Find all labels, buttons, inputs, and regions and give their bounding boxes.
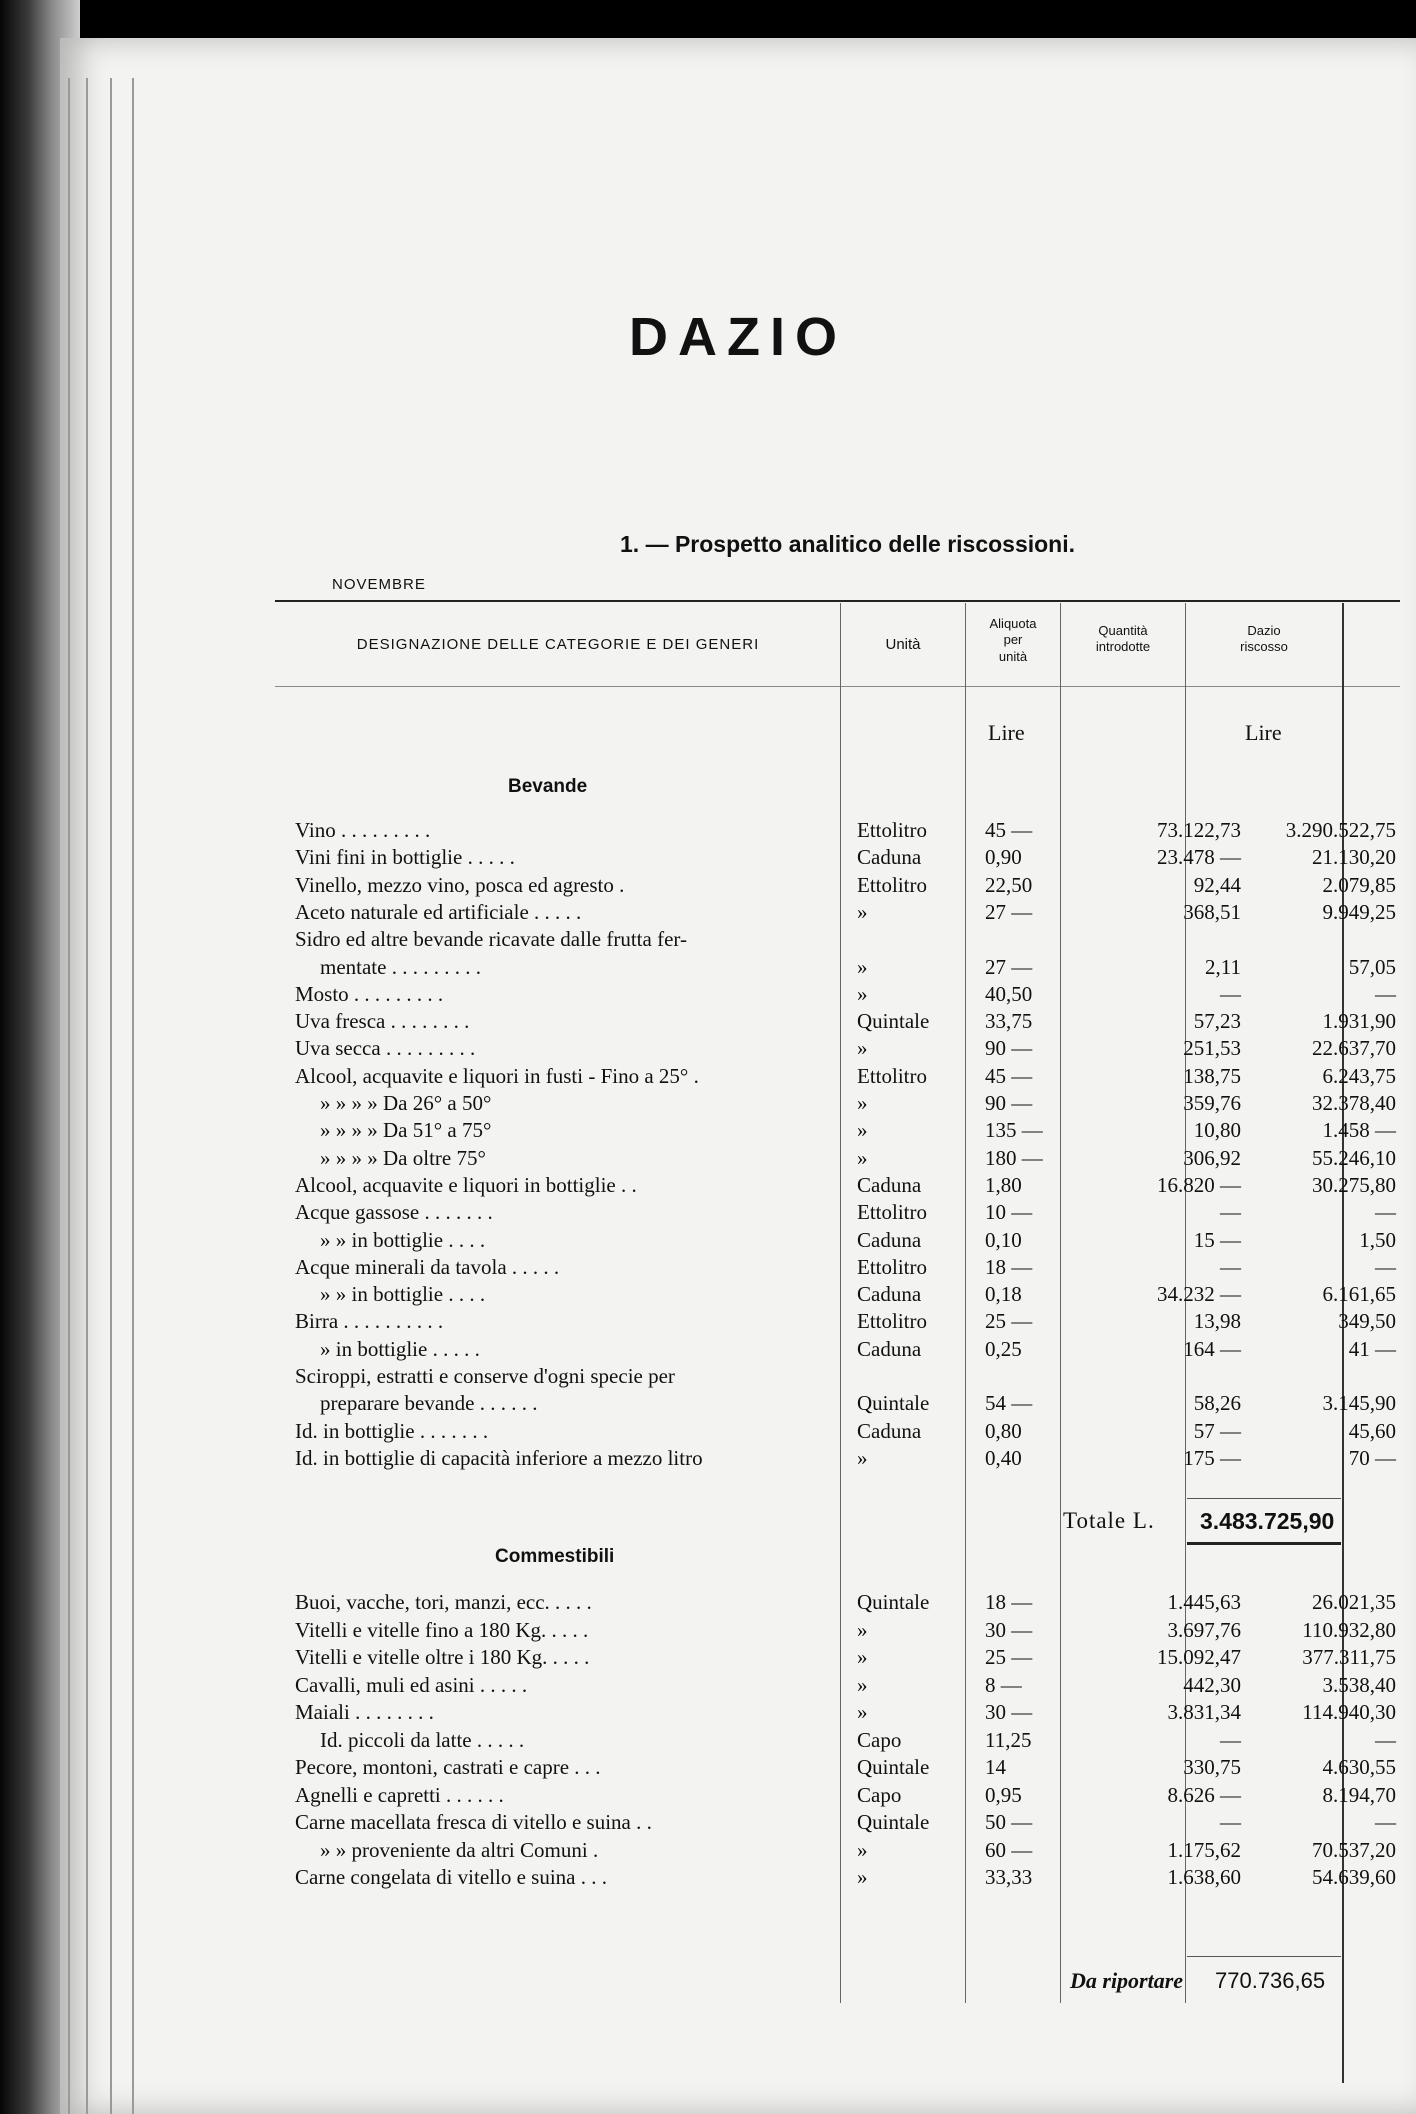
row-label: Alcool, acquavite e liquori in bottiglie . . <box>295 1172 637 1197</box>
header-category: DESIGNAZIONE DELLE CATEGORIE E DEI GENERI <box>356 636 760 653</box>
row-unit: Quintale <box>857 1590 930 1614</box>
row-label: Sidro ed altre bevande ricavate dalle frutta fer- <box>295 927 687 952</box>
row-label: preparare bevande . . . . . . <box>320 1391 538 1416</box>
row-dazio: — <box>1375 1810 1396 1834</box>
row-rate: 50 — <box>985 1810 1033 1834</box>
row-rate: 0,95 <box>985 1782 1022 1807</box>
row-quantity: 15.092,47 <box>1157 1645 1241 1669</box>
row-unit: Quintale <box>857 1391 930 1416</box>
row-quantity: — <box>1220 1200 1241 1225</box>
row-rate: 54 — <box>985 1391 1033 1416</box>
row-dazio: 70.537,20 <box>1312 1837 1396 1862</box>
row-dazio: 2.079,85 <box>1322 872 1396 897</box>
table-row <box>60 982 1416 1010</box>
row-unit: Quintale <box>857 1755 930 1779</box>
row-label: Id. in bottiglie di capacità inferiore a mezzo litro <box>295 1445 703 1470</box>
row-label: Acque minerali da tavola . . . . . <box>295 1254 560 1279</box>
row-dazio: 57,05 <box>1348 954 1396 979</box>
row-quantity: 1.445,63 <box>1167 1590 1241 1614</box>
row-quantity: 306,92 <box>1183 1145 1241 1170</box>
row-dazio: 3.145,90 <box>1322 1391 1396 1416</box>
row-quantity: 175 — <box>1183 1445 1241 1470</box>
row-rate: 22,50 <box>985 872 1033 897</box>
row-dazio: — <box>1375 981 1396 1006</box>
row-label: Vitelli e vitelle fino a 180 Kg. . . . . <box>295 1617 589 1642</box>
row-rate: 14 <box>985 1755 1006 1779</box>
carry-forward-value: 770.736,65 <box>1215 1968 1326 1993</box>
row-dazio: — <box>1375 1727 1396 1752</box>
row-rate: 90 — <box>985 1036 1033 1061</box>
row-quantity: 3.697,76 <box>1167 1617 1241 1642</box>
row-label: Sciroppi, estratti e conserve d'ogni specie per <box>295 1364 675 1388</box>
row-quantity: 368,51 <box>1183 899 1241 924</box>
row-unit: Quintale <box>857 1009 930 1034</box>
section-title-commestibili: Commestibili <box>495 1546 615 1567</box>
row-unit: » <box>857 899 868 924</box>
table-row <box>60 873 1416 901</box>
row-rate: 40,50 <box>985 981 1033 1006</box>
row-quantity: 73.122,73 <box>1157 818 1241 842</box>
table-row <box>60 900 1416 928</box>
header-quantity <box>1061 623 1185 656</box>
row-unit: » <box>857 1645 868 1669</box>
table-row <box>60 1282 1416 1310</box>
table-row <box>60 1337 1416 1365</box>
row-unit: Ettolitro <box>857 1200 927 1225</box>
row-rate: 0,25 <box>985 1336 1022 1361</box>
row-quantity: — <box>1220 1727 1241 1752</box>
row-quantity: 34.232 — <box>1157 1282 1241 1307</box>
row-label: Aceto naturale ed artificiale . . . . . <box>295 899 582 924</box>
table-top-rule <box>275 600 1400 602</box>
row-unit: Caduna <box>857 1282 922 1307</box>
row-rate: 135 — <box>985 1118 1043 1143</box>
table-row <box>60 1728 1416 1756</box>
row-unit: » <box>857 1865 868 1889</box>
row-dazio: 1,50 <box>1359 1227 1396 1252</box>
row-quantity: 58,26 <box>1193 1391 1241 1416</box>
document-page <box>60 38 1416 2114</box>
table-row <box>60 1419 1416 1447</box>
row-dazio: — <box>1375 1254 1396 1279</box>
row-label: Id. piccoli da latte . . . . . <box>320 1727 525 1752</box>
table-row <box>60 1865 1416 1893</box>
row-quantity: 23.478 — <box>1157 845 1241 870</box>
row-unit: » <box>857 981 868 1006</box>
row-label: Birra . . . . . . . . . . <box>295 1309 444 1334</box>
row-quantity: 442,30 <box>1183 1672 1241 1697</box>
row-rate: 27 — <box>985 954 1033 979</box>
row-label: » » » » Da 51° a 75° <box>320 1118 492 1143</box>
table-row <box>60 1391 1416 1419</box>
header-dazio <box>1186 623 1342 656</box>
row-label: mentate . . . . . . . . . <box>320 954 481 979</box>
row-quantity: 1.175,62 <box>1167 1837 1241 1862</box>
row-quantity: 10,80 <box>1193 1118 1241 1143</box>
table-row <box>60 1673 1416 1701</box>
row-dazio: 377.311,75 <box>1302 1645 1396 1669</box>
row-rate: 0,90 <box>985 845 1022 870</box>
row-label: » » » » Da oltre 75° <box>320 1145 486 1170</box>
row-unit: » <box>857 1145 868 1170</box>
row-rate: 90 — <box>985 1091 1033 1115</box>
row-quantity: 57 — <box>1193 1418 1241 1443</box>
row-dazio: 1.458 — <box>1322 1118 1396 1143</box>
row-label: Agnelli e capretti . . . . . . <box>295 1782 504 1807</box>
row-label: Vitelli e vitelle oltre i 180 Kg. . . . . <box>295 1645 590 1669</box>
row-label: » in bottiglie . . . . . <box>320 1336 480 1361</box>
row-label: » » in bottiglie . . . . <box>320 1282 486 1307</box>
row-quantity: — <box>1220 1254 1241 1279</box>
dazio-currency: Lire <box>1245 720 1282 745</box>
row-label: Uva fresca . . . . . . . . <box>295 1009 470 1034</box>
table-row <box>60 1309 1416 1337</box>
row-rate: 33,33 <box>985 1865 1033 1889</box>
row-rate: 0,80 <box>985 1418 1022 1443</box>
table-row <box>60 1036 1416 1064</box>
header-rate-line: per <box>1003 632 1023 648</box>
header-dazio-line: Dazio <box>1247 623 1281 638</box>
row-dazio: — <box>1375 1200 1396 1225</box>
row-unit: Caduna <box>857 1172 922 1197</box>
page-subtitle: 1. — Prospetto analitico delle riscossioni. <box>620 531 1076 557</box>
table-row <box>60 1200 1416 1228</box>
table-row <box>60 1838 1416 1866</box>
row-label: Vini fini in bottiglie . . . . . <box>295 845 515 870</box>
row-label: Mosto . . . . . . . . . <box>295 981 444 1006</box>
table-row <box>60 1118 1416 1146</box>
row-unit: » <box>857 1837 868 1862</box>
total-rule <box>1187 1498 1341 1499</box>
row-rate: 25 — <box>985 1645 1033 1669</box>
row-label: » » proveniente da altri Comuni . <box>320 1837 599 1862</box>
row-unit: Caduna <box>857 1418 922 1443</box>
table-row <box>60 845 1416 873</box>
row-rate: 18 — <box>985 1254 1033 1279</box>
row-quantity: — <box>1220 1810 1241 1834</box>
row-dazio: 26.021,35 <box>1312 1590 1396 1614</box>
row-rate: 0,40 <box>985 1445 1022 1470</box>
page-title: DAZIO <box>629 307 847 367</box>
row-dazio: 349,50 <box>1338 1309 1396 1334</box>
row-label: Maiali . . . . . . . . <box>295 1700 434 1724</box>
row-dazio: 110.932,80 <box>1302 1617 1396 1642</box>
table-row <box>60 1590 1416 1618</box>
header-rule <box>275 686 1400 687</box>
table-row <box>60 1364 1416 1392</box>
row-label: » » in bottiglie . . . . <box>320 1227 486 1252</box>
row-dazio: 32.378,40 <box>1312 1091 1396 1115</box>
row-dazio: 3.290.522,75 <box>1285 818 1396 842</box>
row-unit: » <box>857 954 868 979</box>
table-row <box>60 1009 1416 1037</box>
row-unit: Capo <box>857 1782 902 1807</box>
row-quantity: 16.820 — <box>1157 1172 1241 1197</box>
row-dazio: 30.275,80 <box>1312 1172 1396 1197</box>
table-row <box>60 1755 1416 1783</box>
row-dazio: 22.637,70 <box>1312 1036 1396 1061</box>
header-rate-line: Aliquota <box>989 616 1037 631</box>
row-dazio: 41 — <box>1348 1336 1396 1361</box>
header-rate <box>966 616 1060 665</box>
row-rate: 30 — <box>985 1700 1033 1724</box>
row-unit: » <box>857 1617 868 1642</box>
row-quantity: 13,98 <box>1193 1309 1241 1334</box>
header-unit: Unità <box>885 636 921 653</box>
rate-currency: Lire <box>988 720 1025 745</box>
row-quantity: 2,11 <box>1205 954 1241 979</box>
row-quantity: 15 — <box>1193 1227 1241 1252</box>
table-row <box>60 1255 1416 1283</box>
row-unit: Caduna <box>857 1336 922 1361</box>
row-unit: Caduna <box>857 845 922 870</box>
row-rate: 18 — <box>985 1590 1033 1614</box>
row-quantity: 92,44 <box>1193 872 1241 897</box>
row-unit: Ettolitro <box>857 1063 927 1088</box>
row-rate: 27 — <box>985 899 1033 924</box>
carry-forward-label: Da riportare <box>1070 1968 1184 1993</box>
row-dazio: 8.194,70 <box>1322 1782 1396 1807</box>
row-unit: Ettolitro <box>857 872 927 897</box>
table-row <box>60 1146 1416 1174</box>
row-unit: » <box>857 1118 868 1143</box>
row-unit: Ettolitro <box>857 1254 927 1279</box>
table-row <box>60 1700 1416 1728</box>
row-quantity: 57,23 <box>1193 1009 1241 1034</box>
row-unit: » <box>857 1091 868 1115</box>
header-qty-line: Quantità <box>1098 623 1148 638</box>
total-value: 3.483.725,90 <box>1200 1508 1335 1534</box>
header-qty-line: introdotte <box>1095 639 1151 655</box>
row-rate: 0,10 <box>985 1227 1022 1252</box>
month-label: NOVEMBRE <box>332 576 426 593</box>
row-label: Carne macellata fresca di vitello e suina . . <box>295 1810 652 1834</box>
row-dazio: 1.931,90 <box>1322 1009 1396 1034</box>
row-label: Buoi, vacche, tori, manzi, ecc. . . . . <box>295 1590 592 1614</box>
table-row <box>60 1783 1416 1811</box>
row-rate: 45 — <box>985 818 1033 842</box>
section-title-bevande: Bevande <box>508 776 588 797</box>
row-unit: » <box>857 1036 868 1061</box>
row-label: Alcool, acquavite e liquori in fusti - Fino a 25° . <box>295 1063 699 1088</box>
table-row <box>60 1810 1416 1838</box>
carry-rule <box>1187 1956 1341 1957</box>
row-quantity: 330,75 <box>1183 1755 1241 1779</box>
table-row <box>60 1446 1416 1474</box>
table-row <box>60 1173 1416 1201</box>
row-quantity: 8.626 — <box>1167 1782 1241 1807</box>
table-row <box>60 1091 1416 1119</box>
row-dazio: 21.130,20 <box>1312 845 1396 870</box>
row-quantity: 359,76 <box>1183 1091 1241 1115</box>
row-label: Carne congelata di vitello e suina . . . <box>295 1865 607 1889</box>
total-double-rule <box>1187 1542 1341 1545</box>
row-rate: 11,25 <box>985 1727 1032 1752</box>
row-rate: 30 — <box>985 1617 1033 1642</box>
total-label: Totale L. <box>1063 1508 1155 1533</box>
table-row <box>60 1228 1416 1256</box>
row-unit: Ettolitro <box>857 1309 927 1334</box>
row-unit: Caduna <box>857 1227 922 1252</box>
row-dazio: 114.940,30 <box>1302 1700 1396 1724</box>
row-rate: 10 — <box>985 1200 1033 1225</box>
row-unit: Quintale <box>857 1810 930 1834</box>
row-dazio: 45,60 <box>1348 1418 1396 1443</box>
row-label: Acque gassose . . . . . . . <box>295 1200 493 1225</box>
row-dazio: 54.639,60 <box>1312 1865 1396 1889</box>
row-unit: Ettolitro <box>857 818 927 842</box>
row-unit: Capo <box>857 1727 902 1752</box>
row-label: Uva secca . . . . . . . . . <box>295 1036 476 1061</box>
row-label: Vino . . . . . . . . . <box>295 818 431 842</box>
row-rate: 45 — <box>985 1063 1033 1088</box>
row-rate: 33,75 <box>985 1009 1033 1034</box>
row-rate: 0,18 <box>985 1282 1022 1307</box>
row-quantity: 251,53 <box>1183 1036 1241 1061</box>
row-rate: 8 — <box>985 1672 1022 1697</box>
row-dazio: 6.243,75 <box>1322 1063 1396 1088</box>
row-dazio: 55.246,10 <box>1312 1145 1396 1170</box>
table-row <box>60 1618 1416 1646</box>
row-label: Pecore, montoni, castrati e capre . . . <box>295 1755 601 1779</box>
row-rate: 25 — <box>985 1309 1033 1334</box>
table-row <box>60 927 1416 955</box>
row-dazio: 70 — <box>1348 1445 1396 1470</box>
row-label: Id. in bottiglie . . . . . . . <box>295 1418 489 1443</box>
row-unit: » <box>857 1672 868 1697</box>
row-quantity: 1.638,60 <box>1167 1865 1241 1889</box>
table-row <box>60 1645 1416 1673</box>
row-dazio: 6.161,65 <box>1322 1282 1396 1307</box>
table-row <box>60 955 1416 983</box>
table-row <box>60 1064 1416 1092</box>
row-label: Cavalli, muli ed asini . . . . . <box>295 1672 528 1697</box>
row-label: » » » » Da 26° a 50° <box>320 1091 492 1115</box>
row-quantity: — <box>1220 981 1241 1006</box>
row-rate: 60 — <box>985 1837 1033 1862</box>
header-dazio-line: riscosso <box>1240 639 1288 655</box>
row-unit: » <box>857 1700 868 1724</box>
row-dazio: 4.630,55 <box>1322 1755 1396 1779</box>
row-quantity: 164 — <box>1183 1336 1241 1361</box>
row-unit: » <box>857 1445 868 1470</box>
row-dazio: 3.538,40 <box>1322 1672 1396 1697</box>
row-dazio: 9.949,25 <box>1322 899 1396 924</box>
row-rate: 180 — <box>985 1145 1043 1170</box>
header-rate-line: unità <box>998 648 1028 664</box>
row-label: Vinello, mezzo vino, posca ed agresto . <box>295 872 625 897</box>
row-quantity: 3.831,34 <box>1167 1700 1241 1724</box>
table-row <box>60 818 1416 846</box>
row-rate: 1,80 <box>985 1172 1022 1197</box>
row-quantity: 138,75 <box>1183 1063 1241 1088</box>
